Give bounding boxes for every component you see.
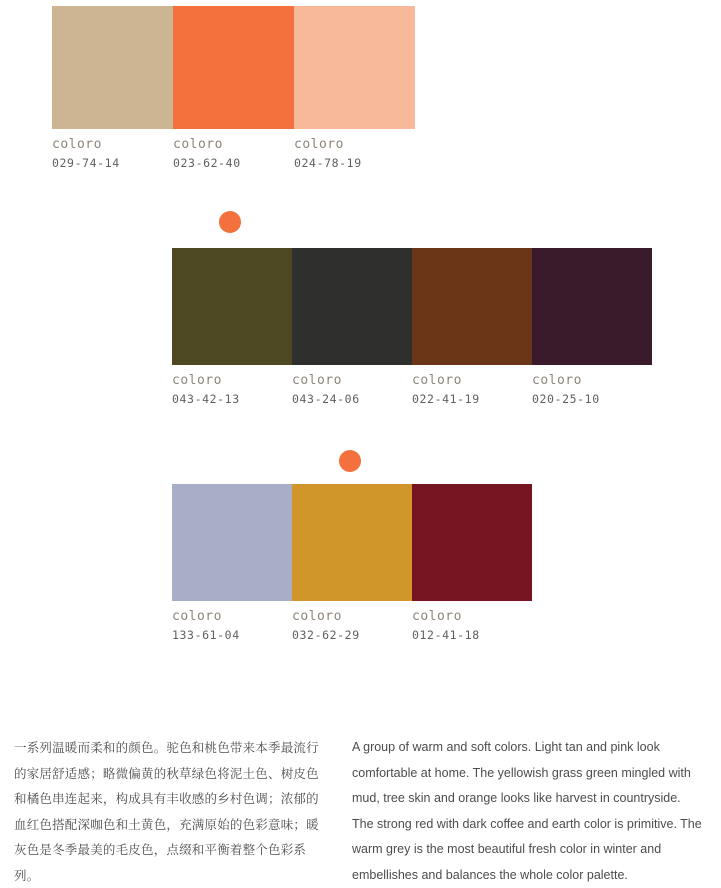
description-english: A group of warm and soft colors. Light tan and pink look comfortable at home. The yellowish grass green mingled with mud, tree skin and orange looks like harvest in countryside. The strong red with dark coffee and earth color is primitive. The warm grey is the most beautiful fresh color in winter and embellishes and balances the whole color palette. xyxy=(352,740,702,882)
swatch-row-3 xyxy=(172,484,532,643)
color-chip[interactable] xyxy=(532,248,652,365)
swatch-labels xyxy=(412,365,532,407)
swatch-row-2 xyxy=(172,248,652,407)
description-chinese: 一系列温暖而柔和的颜色。驼色和桃色带来本季最流行的家居舒适感；略微偏黄的秋草绿色将泥土色、树皮色和橘色串连起来，构成具有丰收感的乡村色调；浓郁的血红色搭配深咖色和土黄色，充满原始的色彩意味；暖灰色是冬季最美的毛皮色，点缀和平衡着整个色彩系列。 xyxy=(14,740,319,883)
swatch[interactable] xyxy=(532,248,652,407)
swatch-code: 043-24-06 xyxy=(292,392,360,406)
swatch[interactable] xyxy=(292,248,412,407)
swatch-labels xyxy=(532,365,652,407)
swatch-labels xyxy=(412,601,532,643)
swatch-labels xyxy=(172,365,292,407)
swatch-code: 043-42-13 xyxy=(172,392,240,406)
swatch-brand: coloro xyxy=(292,373,342,388)
swatch-brand: coloro xyxy=(172,609,222,624)
color-chip[interactable] xyxy=(52,6,173,129)
swatch-code: 024-78-19 xyxy=(294,156,362,170)
dot-2 xyxy=(339,450,361,472)
swatch-labels xyxy=(172,601,292,643)
swatch-code: 133-61-04 xyxy=(172,628,240,642)
swatch-code: 020-25-10 xyxy=(532,392,600,406)
swatch-code: 029-74-14 xyxy=(52,156,120,170)
color-chip[interactable] xyxy=(292,484,412,601)
swatch-brand: coloro xyxy=(173,137,223,152)
swatch-brand: coloro xyxy=(172,373,222,388)
swatch-brand: coloro xyxy=(412,373,462,388)
swatch-code: 022-41-19 xyxy=(412,392,480,406)
color-chip[interactable] xyxy=(173,6,294,129)
swatch[interactable] xyxy=(172,248,292,407)
dot-1 xyxy=(219,211,241,233)
swatch-code: 032-62-29 xyxy=(292,628,360,642)
swatch-code: 023-62-40 xyxy=(173,156,241,170)
swatch[interactable] xyxy=(412,248,532,407)
swatch-labels xyxy=(292,601,412,643)
color-chip[interactable] xyxy=(172,484,292,601)
swatch[interactable] xyxy=(294,6,415,171)
swatch-labels xyxy=(173,129,294,171)
swatch[interactable] xyxy=(292,484,412,643)
color-chip[interactable] xyxy=(172,248,292,365)
color-chip[interactable] xyxy=(412,484,532,601)
swatch[interactable] xyxy=(412,484,532,643)
color-chip[interactable] xyxy=(294,6,415,129)
swatch-brand: coloro xyxy=(294,137,344,152)
swatch-brand: coloro xyxy=(52,137,102,152)
swatch-row-1 xyxy=(52,6,415,171)
swatch-code: 012-41-18 xyxy=(412,628,480,642)
swatch[interactable] xyxy=(172,484,292,643)
swatch[interactable] xyxy=(52,6,173,171)
swatch-brand: coloro xyxy=(532,373,582,388)
swatch-brand: coloro xyxy=(412,609,462,624)
swatch-labels xyxy=(294,129,415,171)
swatch-labels xyxy=(52,129,173,171)
swatch-labels xyxy=(292,365,412,407)
color-chip[interactable] xyxy=(292,248,412,365)
swatch[interactable] xyxy=(173,6,294,171)
color-chip[interactable] xyxy=(412,248,532,365)
swatch-brand: coloro xyxy=(292,609,342,624)
